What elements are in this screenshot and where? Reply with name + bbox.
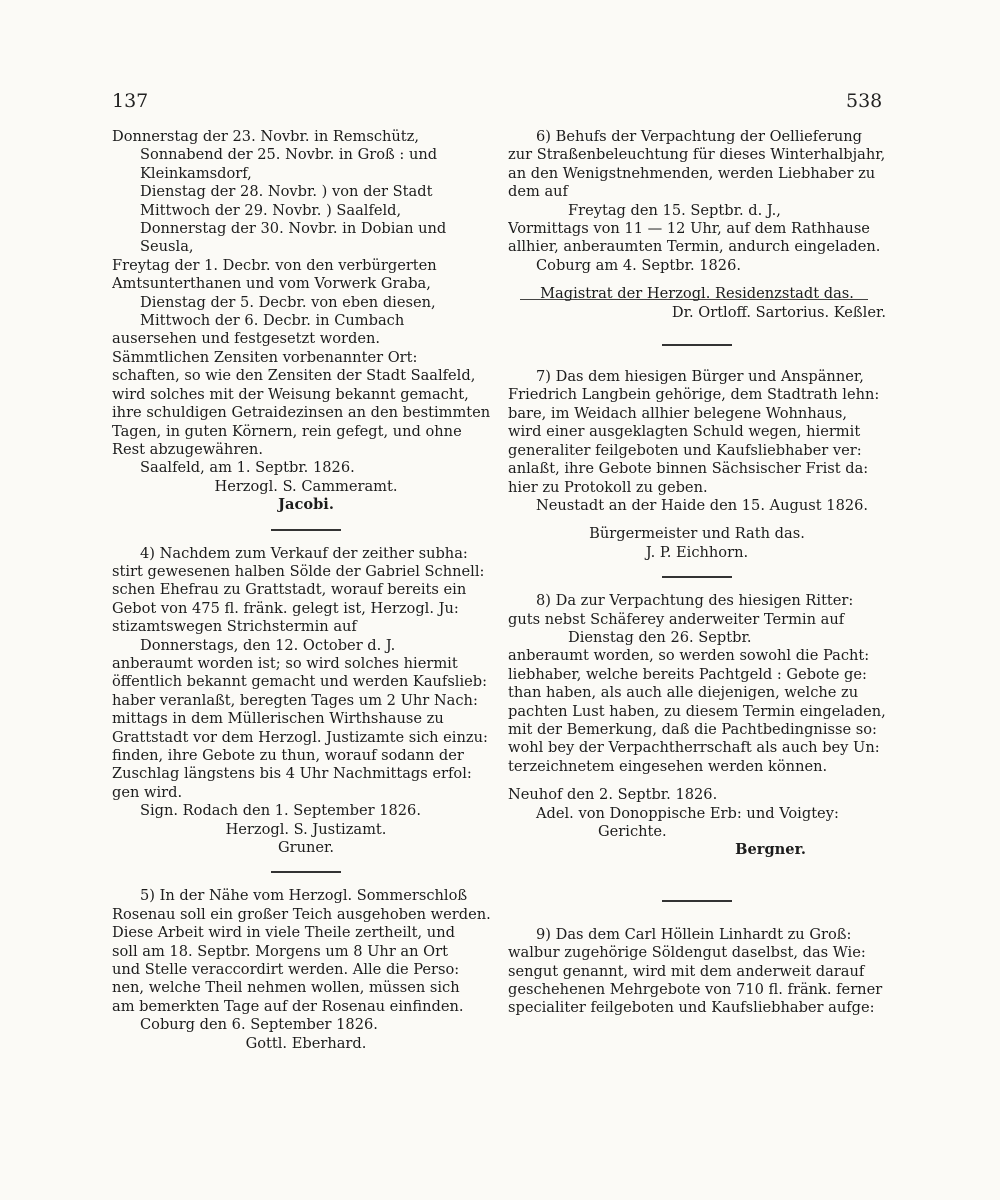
text-line: Donnerstag der 30. Novbr. in Dobian und <box>140 220 447 238</box>
text-line: öffentlich bekannt gemacht und werden Kaufslieb: <box>112 673 488 691</box>
text-line: wohl bey der Verpachtherrschaft als auch bey Un: <box>508 739 880 757</box>
section-divider <box>271 529 341 531</box>
signature-name: J. P. Eichhorn. <box>645 543 749 561</box>
notice-date: Neuhof den 2. Septbr. 1826. <box>508 786 718 804</box>
section-divider <box>662 344 732 346</box>
text-line: ihre schuldigen Getraidezinsen an den bestimmten <box>112 404 491 422</box>
signature-name: Gruner. <box>277 839 335 857</box>
text-line: allhier, anberaumten Termin, andurch eingeladen. <box>508 238 881 256</box>
text-line: wird einer ausgeklagten Schuld wegen, hiermit <box>508 423 861 441</box>
notice-date: Coburg am 4. Septbr. 1826. <box>536 256 742 274</box>
text-line: haber veranlaßt, beregten Tages um 2 Uhr Nach: <box>112 691 478 709</box>
notice-date: Neustadt an der Haide den 15. August 1826. <box>536 496 869 514</box>
text-line: Amtsunterthanen und vom Vorwerk Graba, <box>112 275 431 293</box>
text-line: mittags in dem Müllerischen Wirthshause zu <box>112 710 444 728</box>
text-line: Grattstadt vor dem Herzogl. Justizamte sich einzu: <box>112 728 488 746</box>
signature-name: Bergner. <box>735 841 806 859</box>
text-line: 6) Behufs der Verpachtung der Oellieferung <box>536 128 862 145</box>
notice-6 <box>508 128 886 322</box>
text-line: schen Ehefrau zu Grattstadt, worauf bereits ein <box>112 581 467 599</box>
text-line: Freytag den 15. Septbr. d. J., <box>568 201 781 219</box>
text-line: Dienstag der 28. Novbr. ) von der Stadt <box>140 183 433 201</box>
text-line: pachten Lust haben, zu diesem Termin eingeladen, <box>508 702 886 720</box>
text-line: Dienstag den 26. Septbr. <box>568 628 752 646</box>
text-line: Vormittags von 11 — 12 Uhr, auf dem Rathhause <box>508 220 870 238</box>
text-line: stizamtswegen Strichstermin auf <box>112 618 357 636</box>
left-column <box>112 128 500 1053</box>
text-line: walbur zugehörige Söldengut daselbst, das Wie: <box>508 944 866 962</box>
text-line: anberaumt worden ist; so wird solches hiermit <box>112 654 458 672</box>
text-line: ausersehen und festgesetzt worden. <box>112 330 381 348</box>
text-line: Rest abzugewähren. <box>112 440 263 458</box>
text-line: Gebot von 475 fl. fränk. gelegt ist, Herzogl. Ju: <box>112 599 459 617</box>
notice-date: Coburg den 6. September 1826. <box>140 1016 378 1034</box>
text-line: anberaumt worden, so werden sowohl die Pacht: <box>508 647 870 665</box>
text-line: bare, im Weidach allhier belegene Wohnhaus, <box>508 404 847 422</box>
text-line: anlaßt, ihre Gebote binnen Sächsischer Frist da: <box>508 460 869 478</box>
text-line: 8) Da zur Verpachtung des hiesigen Ritter: <box>536 592 854 610</box>
text-line: Mittwoch der 29. Novbr. ) Saalfeld, <box>140 201 402 219</box>
signature-office: Herzogl. S. Justizamt. <box>225 820 387 838</box>
left-page-number: 137 <box>112 90 149 112</box>
section-divider <box>662 900 732 902</box>
signature-office: Magistrat der Herzogl. Residenzstadt das. <box>540 285 854 303</box>
text-line: zur Straßenbeleuchtung für dieses Winterhalbjahr, <box>508 146 886 164</box>
text-line: than haben, als auch alle diejenigen, welche zu <box>508 684 859 702</box>
text-line: hier zu Protokoll zu geben. <box>508 478 708 496</box>
text-line: finden, ihre Gebote zu thun, worauf sodann der <box>112 747 464 764</box>
text-line: am bemerkten Tage auf der Rosenau einfinden. <box>112 997 464 1015</box>
section-divider <box>271 871 341 873</box>
signature-office: Herzogl. S. Cammeramt. <box>214 477 398 495</box>
text-line: guts nebst Schäferey anderweiter Termin auf <box>508 610 845 628</box>
text-line: und Stelle veraccordirt werden. Alle die Perso: <box>112 961 460 979</box>
right-page-number: 538 <box>846 90 883 112</box>
notice-8 <box>508 592 886 860</box>
signature-office-cont: Gerichte. <box>598 823 667 840</box>
text-line: 4) Nachdem zum Verkauf der zeither subha: <box>140 544 468 562</box>
text-line: Freytag der 1. Decbr. von den verbürgerten <box>112 256 437 274</box>
spacer <box>508 515 886 525</box>
section-divider <box>662 576 732 578</box>
text-line: mit der Bemerkung, daß die Pachtbedingnisse so: <box>508 720 877 738</box>
notice-tax-schedule <box>112 128 500 515</box>
text-line: 5) In der Nähe vom Herzogl. Sommerschloß <box>140 887 468 905</box>
text-line: sengut genannt, wird mit dem anderweit darauf <box>508 962 865 980</box>
text-line: Rosenau soll ein großer Teich ausgehoben werden. <box>112 905 491 923</box>
text-line: wird solches mit der Weisung bekannt gemacht, <box>112 385 469 403</box>
notice-4 <box>112 545 500 858</box>
text-line: an den Wenigstnehmenden, werden Liebhaber zu <box>508 164 876 182</box>
signature-name: Gottl. Eberhard. <box>245 1034 367 1052</box>
text-line: Tagen, in guten Körnern, rein gefegt, und ohne <box>112 422 462 440</box>
text-line: Mittwoch der 6. Decbr. in Cumbach <box>140 312 405 330</box>
text-line: gen wird. <box>112 783 183 801</box>
spacer <box>508 275 886 285</box>
text-line: generaliter feilgeboten und Kaufsliebhaber ver: <box>508 441 862 459</box>
text-line: soll am 18. Septbr. Morgens um 8 Uhr an Ort <box>112 942 448 960</box>
signature-names: Dr. Ortloff. Sartorius. Keßler. <box>671 303 886 321</box>
text-line: Seusla, <box>140 238 194 256</box>
right-column <box>508 128 886 1018</box>
text-line: stirt gewesenen halben Sölde der Gabriel Schnell: <box>112 562 485 580</box>
text-line: Kleinkamsdorf, <box>140 164 252 182</box>
text-line: specialiter feilgeboten und Kaufsliebhaber aufge: <box>508 999 875 1017</box>
text-line: Donnerstags, den 12. October d. J. <box>140 636 396 654</box>
text-line: Dienstag der 5. Decbr. von eben diesen, <box>140 293 436 311</box>
text-line: 9) Das dem Carl Höllein Linhardt zu Groß: <box>536 925 852 943</box>
text-line: 7) Das dem hiesigen Bürger und Anspänner, <box>536 368 864 386</box>
text-line: Diese Arbeit wird in viele Theile zertheilt, und <box>112 924 455 942</box>
notice-date: Sign. Rodach den 1. September 1826. <box>140 802 421 820</box>
signature-name: Jacobi. <box>278 496 334 514</box>
text-line: Zuschlag längstens bis 4 Uhr Nachmittags erfol: <box>112 765 472 783</box>
notice-9 <box>508 926 886 1018</box>
text-line: liebhaber, welche bereits Pachtgeld : Gebote ge: <box>508 665 867 683</box>
text-line: terzeichnetem eingesehen werden können. <box>508 757 828 775</box>
spacer <box>508 776 886 786</box>
signature-office: Adel. von Donoppische Erb: und Voigtey: <box>536 804 839 822</box>
text-line: Sämmtlichen Zensiten vorbenannter Ort: <box>112 348 418 366</box>
text-line: Sonnabend der 25. Novbr. in Groß : und <box>140 146 438 164</box>
notice-date: Saalfeld, am 1. Septbr. 1826. <box>140 459 355 477</box>
notice-5 <box>112 887 500 1053</box>
signature-office: Bürgermeister und Rath das. <box>589 525 805 543</box>
text-line: geschehenen Mehrgebote von 710 fl. fränk. ferner <box>508 981 883 999</box>
text-line: Friedrich Langbein gehörige, dem Stadtrath lehn: <box>508 386 880 404</box>
text-line: nen, welche Theil nehmen wollen, müssen sich <box>112 979 460 997</box>
text-line: dem auf <box>508 183 568 201</box>
text-line: schaften, so wie den Zensiten der Stadt Saalfeld, <box>112 367 476 385</box>
text-line: Donnerstag der 23. Novbr. in Remschütz, <box>112 128 419 145</box>
notice-7 <box>508 368 886 562</box>
